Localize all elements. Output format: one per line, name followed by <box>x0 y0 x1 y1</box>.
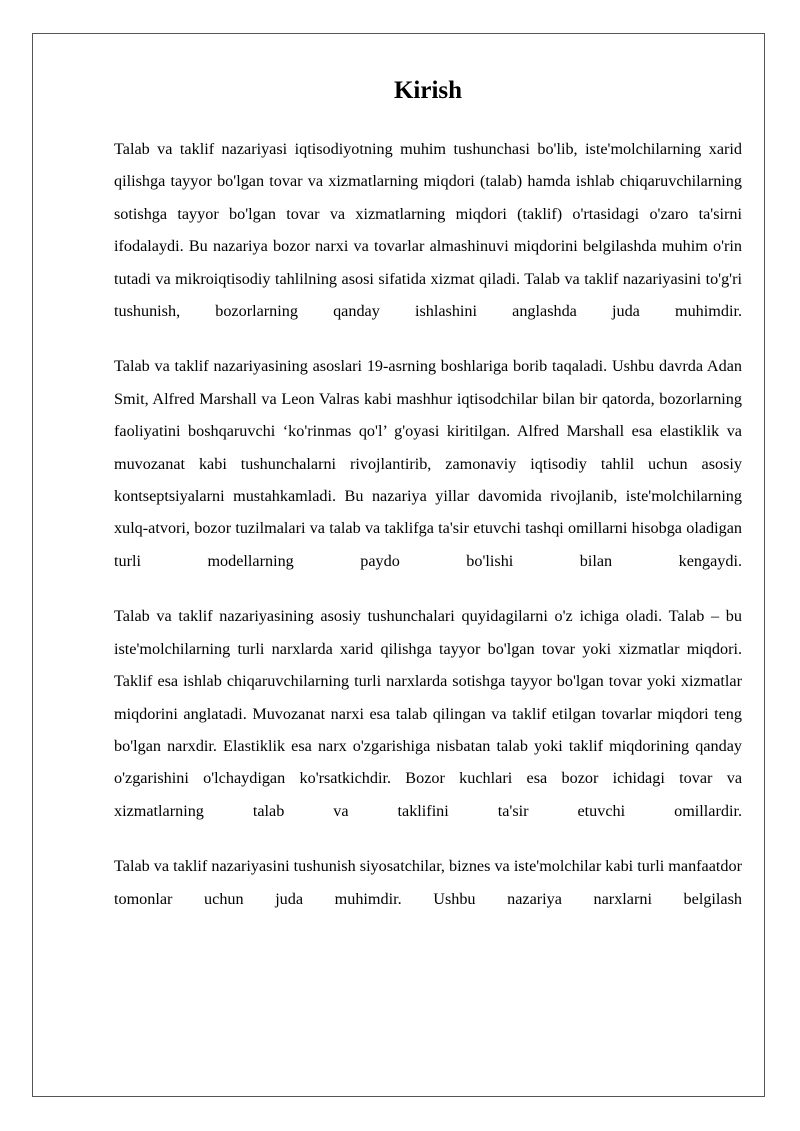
paragraph-4: Talab va taklif nazariyasini tushunish siyosatchilar, biznes va iste'molchilar kabi turli manfaatdor tomonlar uchun juda muhimdir. Ushbu nazariya narxlarni belgilash <box>114 857 742 908</box>
document-body <box>114 75 742 915</box>
document-title: Kirish <box>393 77 463 104</box>
paragraph-2: Talab va taklif nazariyasining asoslari 19-asrning boshlariga borib taqaladi. Ushbu davrda Adan Smit, Alfred Marshall va Leon Valras kabi mashhur iqtisodchilar bilan bir qatorda, bozorlarning faoliyatini boshqaruvchi ‘ko'rinmas qo'l’ g'oyasi kiritilgan. Alfred Marshall esa elastiklik va muvozanat kabi tushunchalarni rivojlantirib, zamonaviy iqtisodiy tahlil uchun asosiy kontseptsiyalarni mustahkamladi. Bu nazariya yillar davomida rivojlanib, iste'molchilarning xulq-atvori, bozor tuzilmalari va talab va taklifga ta'sir etuvchi tashqi omillarni hisobga oladigan turli modellarning paydo bo'lishi bilan kengaydi. <box>114 357 742 570</box>
paragraph-1: Talab va taklif nazariyasi iqtisodiyotning muhim tushunchasi bo'lib, iste'molchilarning xarid qilishga tayyor bo'lgan tovar va xizmatlarning miqdori (talab) hamda ishlab chiqaruvchilarning sotishga tayyor bo'lgan tovar va xizmatlarning miqdori (taklif) o'rtasidagi o'zaro ta'sirni ifodalaydi. Bu nazariya bozor narxi va tovarlar almashinuvi miqdorini belgilashda muhim o'rin tutadi va mikroiqtisodiy tahlilning asosi sifatida xizmat qiladi. Talab va taklif nazariyasini to'g'ri tushunish, bozorlarning qanday ishlashini anglashda juda muhimdir. <box>114 140 742 321</box>
paragraph-3: Talab va taklif nazariyasining asosiy tushunchalari quyidagilarni o'z ichiga oladi. Talab – bu iste'molchilarning turli narxlarda xarid qilishga tayyor bo'lgan tovar yoki xizmatlar miqdori. Taklif esa ishlab chiqaruvchilarning turli narxlarda sotishga tayyor bo'lgan tovar yoki xizmatlar miqdorini anglatadi. Muvozanat narxi esa talab qilingan va taklif etilgan tovarlar miqdori teng bo'lgan narxdir. Elastiklik esa narx o'zgarishiga nisbatan talab yoki taklif miqdorining qanday o'zgarishini o'lchaydigan ko'rsatkichdir. Bozor kuchlari esa bozor ichidagi tovar va xizmatlarning talab va taklifini ta'sir etuvchi omillardir. <box>114 607 742 820</box>
